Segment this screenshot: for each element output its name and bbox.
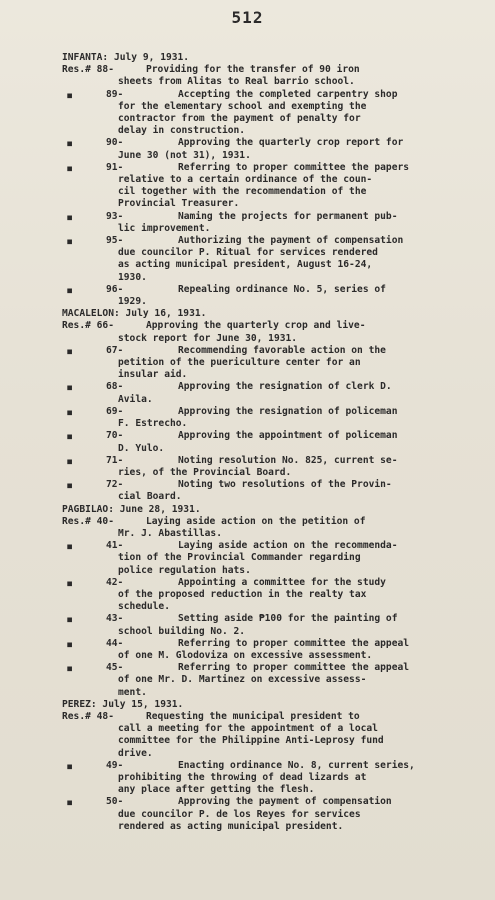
- resolution-first-line: [0, 796, 495, 808]
- bullet-icon: ▪: [66, 380, 74, 395]
- resolution-first-line: [0, 284, 495, 296]
- section-heading: MACALELON: July 16, 1931.: [62, 308, 207, 320]
- municipality-section: [0, 52, 495, 308]
- resolution-number: 91-: [106, 161, 124, 173]
- bullet-icon: ▪: [66, 209, 74, 224]
- resolution-continuation: F. Estrecho.: [118, 418, 188, 430]
- resolution-continuation: schedule.: [118, 601, 170, 613]
- resolution-item: [0, 320, 495, 344]
- bullet-icon: ▪: [66, 343, 74, 358]
- resolution-number: 96-: [106, 283, 124, 295]
- bullet-icon: ▪: [66, 160, 74, 175]
- resolution-number: Res.# 88-: [62, 64, 114, 76]
- resolution-text: Repealing ordinance No. 5, series of: [178, 283, 386, 295]
- resolution-text: Approving the quarterly crop and live-: [146, 320, 366, 332]
- section-heading: PEREZ: July 15, 1931.: [62, 698, 184, 710]
- resolution-number: 43-: [106, 613, 124, 625]
- resolution-first-line: [0, 320, 495, 332]
- bullet-icon: ▪: [66, 453, 74, 468]
- resolution-number: 89-: [106, 88, 124, 100]
- resolution-first-line: [0, 381, 495, 393]
- resolution-continuation: ment.: [118, 686, 147, 698]
- bullet-icon: ▪: [66, 795, 74, 810]
- resolution-number: 49-: [106, 759, 124, 771]
- resolution-number: 68-: [106, 381, 124, 393]
- resolution-continuation: due councilor P. Ritual for services rendered: [118, 247, 378, 259]
- resolution-number: 90-: [106, 137, 124, 149]
- resolution-text: Accepting the completed carpentry shop: [178, 88, 398, 100]
- resolution-first-line: [0, 540, 495, 552]
- resolution-first-line: [0, 162, 495, 174]
- resolution-continuation: contractor from the payment of penalty for: [118, 113, 361, 125]
- resolution-first-line: [0, 613, 495, 625]
- resolution-continuation: ries, of the Provincial Board.: [118, 466, 292, 478]
- resolution-number: Res.# 66-: [62, 320, 114, 332]
- page-number: 512: [231, 8, 264, 27]
- resolution-first-line: [0, 455, 495, 467]
- resolutions-list: [0, 52, 495, 833]
- resolution-continuation: insular aid.: [118, 369, 188, 381]
- resolution-text: Providing for the transfer of 90 iron: [146, 64, 360, 76]
- resolution-continuation: cil together with the recommendation of the: [118, 186, 367, 198]
- municipality-section: [0, 699, 495, 833]
- bullet-icon: ▪: [66, 136, 74, 151]
- resolution-continuation: Avila.: [118, 393, 153, 405]
- resolution-first-line: [0, 345, 495, 357]
- resolution-continuation: school building No. 2.: [118, 625, 246, 637]
- bullet-icon: ▪: [66, 636, 74, 651]
- resolution-item: [0, 613, 495, 637]
- bullet-icon: ▪: [66, 429, 74, 444]
- resolution-first-line: [0, 577, 495, 589]
- resolution-continuation: Provincial Treasurer.: [118, 198, 240, 210]
- resolution-number: 72-: [106, 479, 124, 491]
- resolution-text: Appointing a committee for the study: [178, 576, 386, 588]
- resolution-item: [0, 796, 495, 833]
- resolution-number: 70-: [106, 430, 124, 442]
- resolution-continuation: relative to a certain ordinance of the coun-: [118, 174, 373, 186]
- resolution-number: 71-: [106, 454, 124, 466]
- resolution-continuation: prohibiting the throwing of dead lizards at: [118, 771, 367, 783]
- resolution-first-line: [0, 211, 495, 223]
- bullet-icon: ▪: [66, 612, 74, 627]
- resolution-continuation: petition of the puericulture center for an: [118, 357, 361, 369]
- bullet-icon: ▪: [66, 282, 74, 297]
- resolution-number: 45-: [106, 662, 124, 674]
- resolution-first-line: [0, 638, 495, 650]
- resolution-first-line: [0, 711, 495, 723]
- resolution-number: 50-: [106, 796, 124, 808]
- resolution-item: [0, 64, 495, 88]
- resolution-item: [0, 516, 495, 540]
- bullet-icon: ▪: [66, 404, 74, 419]
- bullet-icon: ▪: [66, 539, 74, 554]
- resolution-continuation: as acting municipal president, August 16-24,: [118, 259, 373, 271]
- resolution-text: Referring to proper committee the appeal: [178, 662, 410, 674]
- resolution-number: 41-: [106, 540, 124, 552]
- resolution-text: Laying aside action on the petition of: [146, 515, 366, 527]
- resolution-continuation: rendered as acting municipal president.: [118, 820, 344, 832]
- resolution-item: [0, 711, 495, 760]
- resolution-text: Approving the appointment of policeman: [178, 430, 398, 442]
- resolution-continuation: due councilor P. de los Reyes for services: [118, 808, 361, 820]
- resolution-item: [0, 162, 495, 211]
- section-heading: PAGBILAO: June 28, 1931.: [62, 503, 201, 515]
- bullet-icon: ▪: [66, 478, 74, 493]
- resolution-item: [0, 760, 495, 797]
- resolution-first-line: [0, 662, 495, 674]
- resolution-first-line: [0, 406, 495, 418]
- resolution-item: [0, 381, 495, 405]
- resolution-continuation: 1930.: [118, 271, 147, 283]
- resolution-item: [0, 89, 495, 138]
- resolution-first-line: [0, 137, 495, 149]
- resolution-continuation: call a meeting for the appointment of a local: [118, 723, 378, 735]
- resolution-number: 93-: [106, 210, 124, 222]
- resolution-continuation: of the proposed reduction in the realty tax: [118, 588, 367, 600]
- resolution-text: Noting resolution No. 825, current se-: [178, 454, 398, 466]
- section-heading: INFANTA: July 9, 1931.: [62, 52, 190, 63]
- resolution-continuation: committee for the Philippine Anti-Leprosy fund: [118, 735, 384, 747]
- resolution-text: Approving the resignation of clerk D.: [178, 381, 392, 393]
- resolution-continuation: any place after getting the flesh.: [118, 784, 315, 796]
- resolution-continuation: delay in construction.: [118, 125, 246, 137]
- resolution-first-line: [0, 430, 495, 442]
- resolution-text: Setting aside ₱100 for the painting of: [178, 613, 398, 625]
- resolution-number: 95-: [106, 235, 124, 247]
- resolution-item: [0, 430, 495, 454]
- resolution-text: Authorizing the payment of compensation: [178, 235, 404, 247]
- municipality-section: [0, 504, 495, 699]
- resolution-continuation: June 30 (not 31), 1931.: [118, 149, 251, 161]
- resolution-text: Noting two resolutions of the Provin-: [178, 479, 392, 491]
- resolution-continuation: drive.: [118, 747, 153, 759]
- resolution-continuation: sheets from Alitas to Real barrio school.: [118, 76, 355, 88]
- resolution-continuation: stock report for June 30, 1931.: [118, 332, 298, 344]
- resolution-number: 67-: [106, 344, 124, 356]
- resolution-number: 69-: [106, 405, 124, 417]
- resolution-continuation: 1929.: [118, 296, 147, 308]
- resolution-item: [0, 284, 495, 308]
- resolution-text: Enacting ordinance No. 8, current series,: [178, 759, 415, 771]
- resolution-first-line: [0, 235, 495, 247]
- bullet-icon: ▪: [66, 661, 74, 676]
- bullet-icon: ▪: [66, 758, 74, 773]
- resolution-item: [0, 406, 495, 430]
- resolution-first-line: [0, 479, 495, 491]
- resolution-continuation: Mr. J. Abastillas.: [118, 527, 222, 539]
- bullet-icon: ▪: [66, 575, 74, 590]
- resolution-text: Naming the projects for permanent pub-: [178, 210, 398, 222]
- resolution-continuation: of one Mr. D. Martinez on excessive assess-: [118, 674, 367, 686]
- resolution-continuation: tion of the Provincial Commander regarding: [118, 552, 361, 564]
- resolution-text: Referring to proper committee the papers: [178, 161, 410, 173]
- resolution-item: [0, 137, 495, 161]
- resolution-continuation: for the elementary school and exempting the: [118, 100, 367, 112]
- resolution-first-line: [0, 760, 495, 772]
- resolution-first-line: [0, 89, 495, 101]
- resolution-item: [0, 479, 495, 503]
- resolution-continuation: of one M. Glodoviza on excessive assessment.: [118, 649, 373, 661]
- resolution-item: [0, 235, 495, 284]
- resolution-item: [0, 638, 495, 662]
- resolution-text: Approving the resignation of policeman: [178, 405, 398, 417]
- resolution-first-line: [0, 516, 495, 528]
- resolution-first-line: [0, 64, 495, 76]
- resolution-item: [0, 540, 495, 577]
- resolution-continuation: police regulation hats.: [118, 564, 251, 576]
- resolution-text: Requesting the municipal president to: [146, 710, 360, 722]
- resolution-text: Laying aside action on the recommenda-: [178, 540, 398, 552]
- resolution-text: Referring to proper committee the appeal: [178, 637, 410, 649]
- resolution-item: [0, 455, 495, 479]
- bullet-icon: ▪: [66, 234, 74, 249]
- resolution-text: Recommending favorable action on the: [178, 344, 386, 356]
- resolution-number: 42-: [106, 576, 124, 588]
- bullet-icon: ▪: [66, 87, 74, 102]
- resolution-item: [0, 345, 495, 382]
- municipality-section: [0, 308, 495, 503]
- resolution-number: Res.# 40-: [62, 515, 114, 527]
- resolution-item: [0, 211, 495, 235]
- resolution-number: 44-: [106, 637, 124, 649]
- resolution-number: Res.# 48-: [62, 710, 114, 722]
- resolution-item: [0, 577, 495, 614]
- resolution-continuation: D. Yulo.: [118, 442, 165, 454]
- resolution-item: [0, 662, 495, 699]
- resolution-text: Approving the payment of compensation: [178, 796, 392, 808]
- resolution-continuation: lic improvement.: [118, 222, 211, 234]
- resolution-continuation: cial Board.: [118, 491, 182, 503]
- resolution-text: Approving the quarterly crop report for: [178, 137, 404, 149]
